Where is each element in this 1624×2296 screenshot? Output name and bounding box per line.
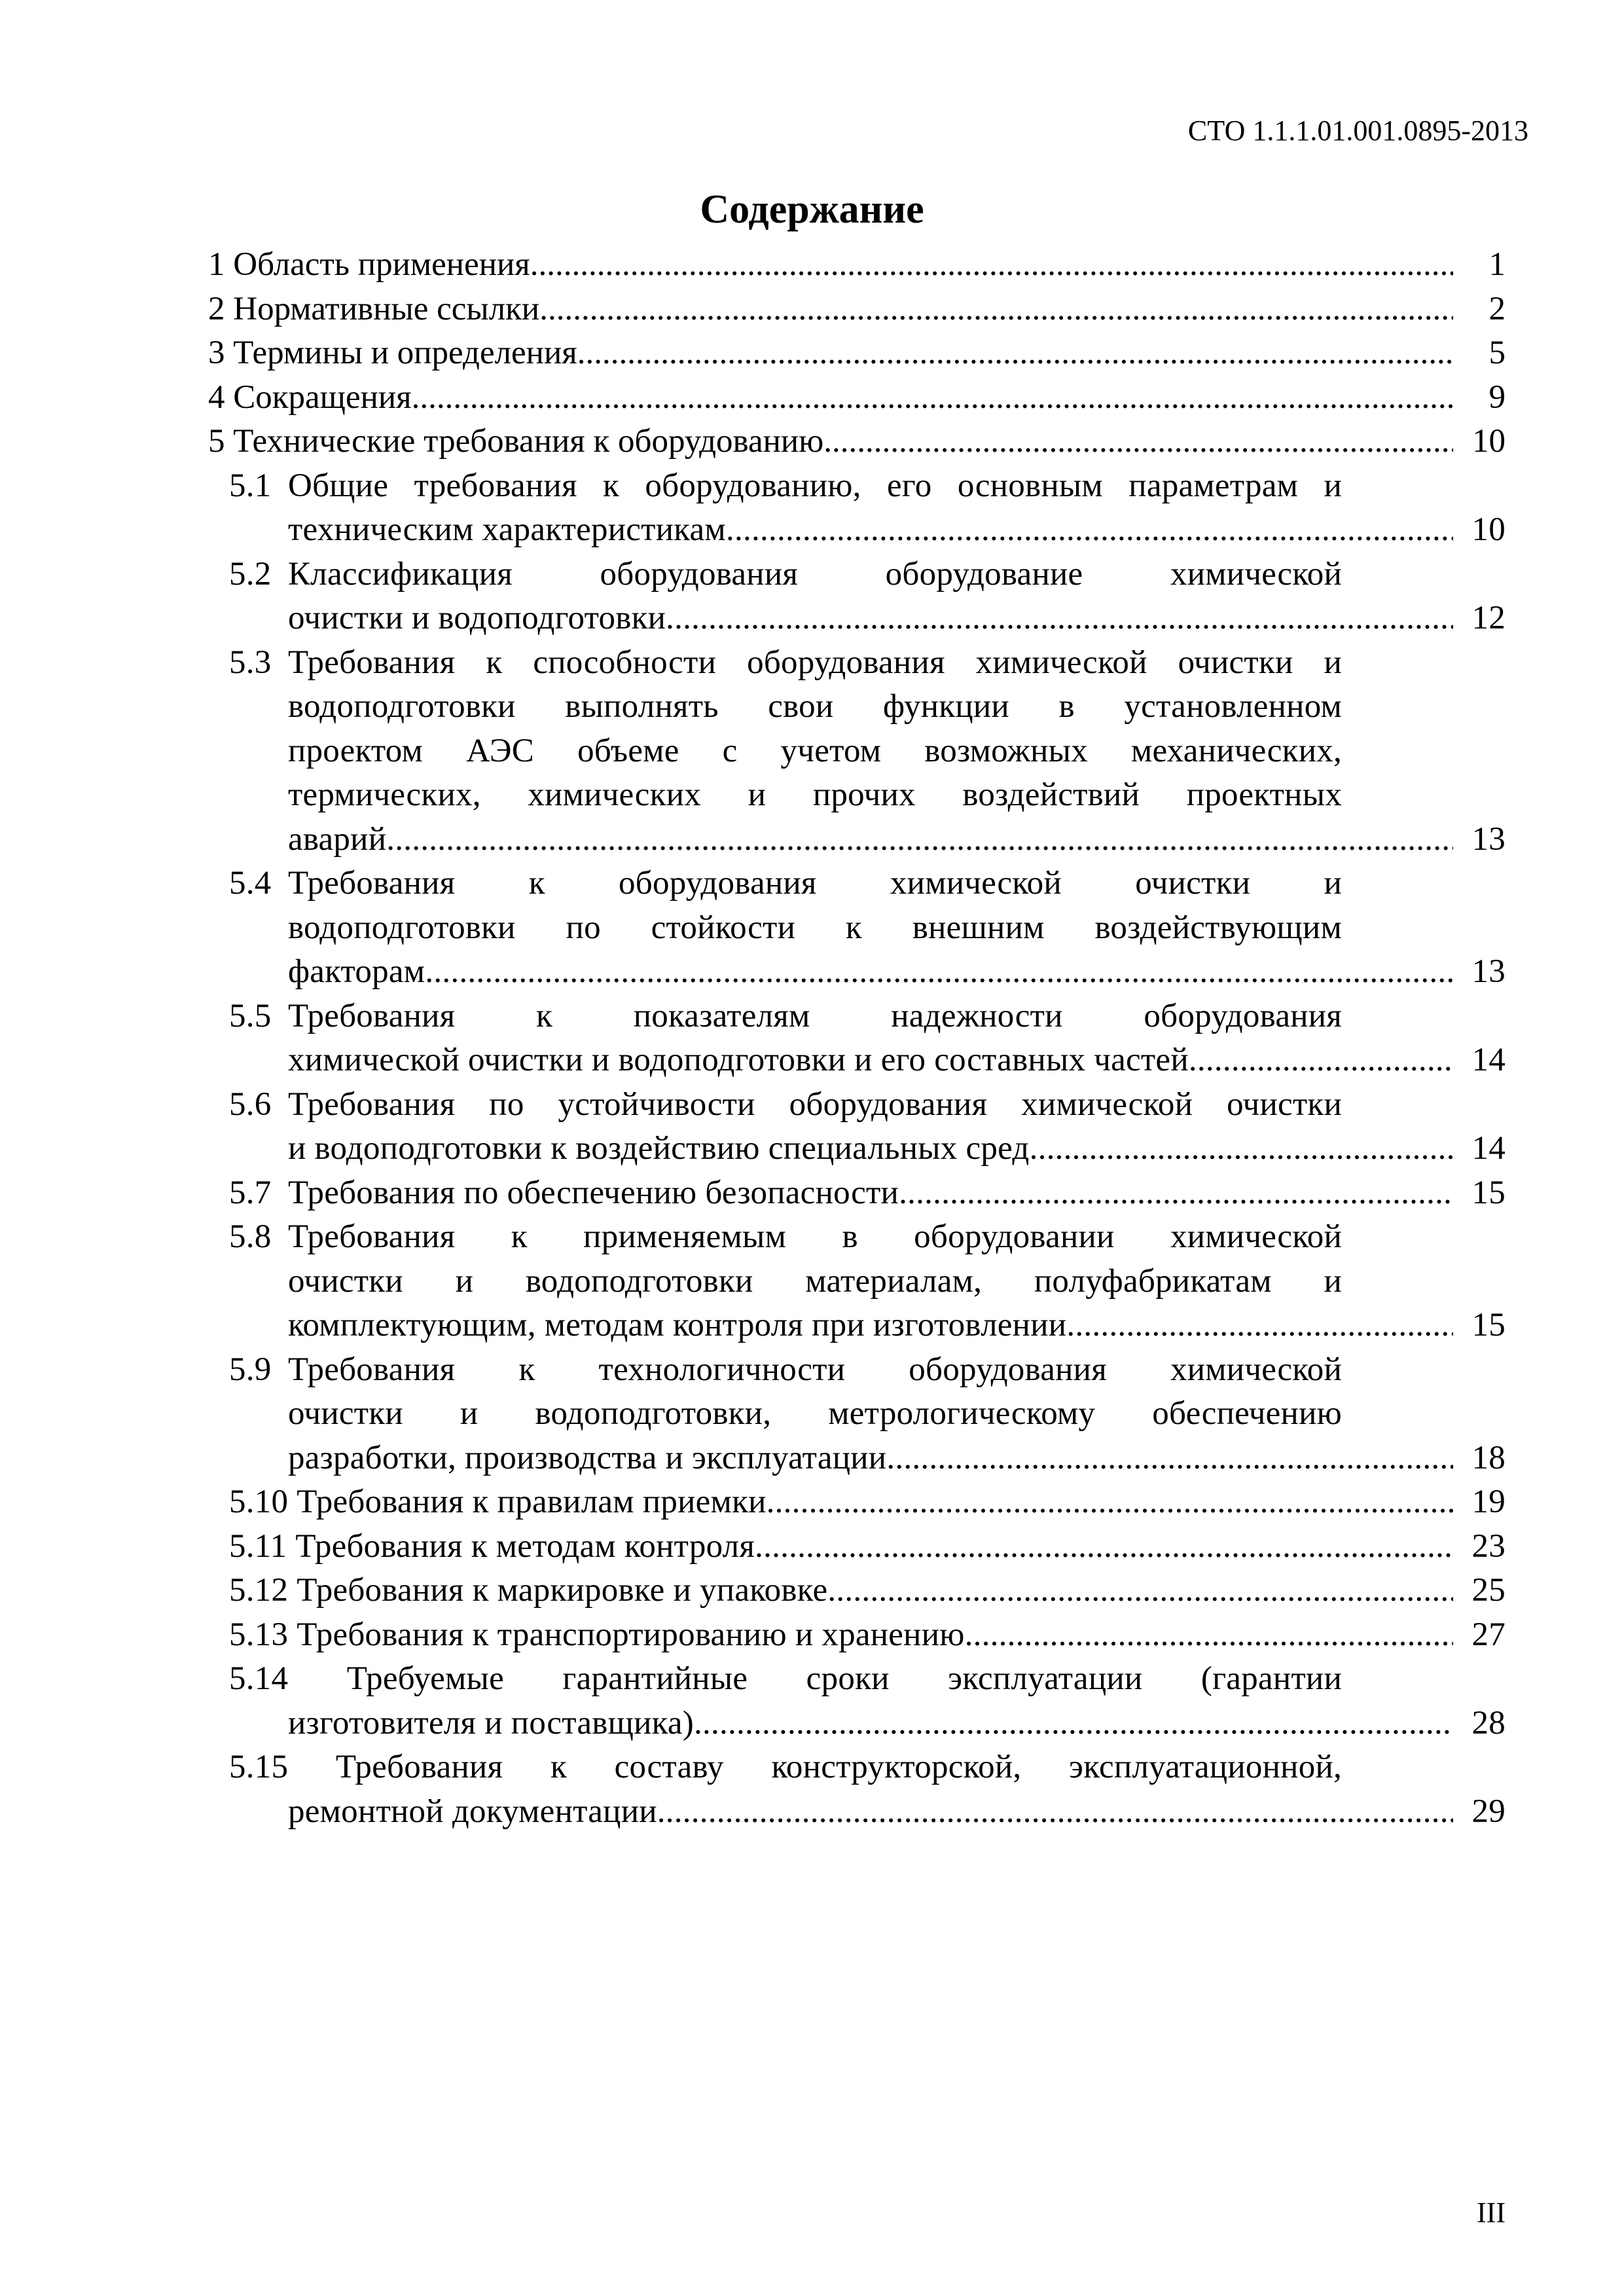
page-number: III <box>1477 2196 1506 2229</box>
toc-page-number: 19 <box>1471 1484 1506 1520</box>
dot-leader <box>886 1436 1453 1480</box>
toc-line <box>0 596 1624 640</box>
dot-leader <box>694 1701 1453 1745</box>
toc-line <box>0 1082 1624 1127</box>
toc-line <box>0 949 1624 994</box>
dot-leader <box>530 242 1453 287</box>
toc-page-number: 2 <box>1489 291 1506 327</box>
toc-entry-text: 2 Нормативные ссылки <box>208 291 540 327</box>
toc-line <box>0 331 1624 375</box>
toc-page-number: 18 <box>1471 1440 1506 1476</box>
toc-line <box>0 1038 1624 1082</box>
toc-page-number: 9 <box>1489 379 1506 416</box>
toc-line <box>0 1480 1624 1524</box>
toc-number: 5.7 <box>229 1175 272 1211</box>
toc-leader-line <box>208 375 1453 420</box>
toc-line <box>0 552 1624 596</box>
toc-number: 5.9 <box>229 1351 272 1388</box>
toc-line <box>0 994 1624 1038</box>
toc-entry-text: водоподготовки выполнять свои функции в установленном <box>288 688 1342 725</box>
toc-entry-text: Требования к показателям надежности оборудования <box>288 998 1342 1034</box>
toc-line <box>0 684 1624 729</box>
toc-entry-text: комплектующим, методам контроля при изготовлении <box>288 1307 1067 1343</box>
toc-line <box>0 1126 1624 1171</box>
toc-entry-text: 1 Область применения <box>208 246 530 283</box>
toc-line <box>0 640 1624 685</box>
toc-line <box>0 817 1624 862</box>
toc-line <box>0 419 1624 464</box>
dot-leader <box>755 1524 1453 1569</box>
toc-line <box>0 1745 1624 1789</box>
toc-page-number: 1 <box>1489 246 1506 283</box>
toc-number: 5.1 <box>229 467 272 504</box>
toc-entry-text: очистки и водоподготовки, метрологическому обеспечению <box>288 1395 1342 1432</box>
toc-leader-line <box>288 1038 1453 1082</box>
toc-page-number: 14 <box>1471 1130 1506 1167</box>
toc-leader-line <box>229 1568 1453 1613</box>
toc-entry-text: 5.13 Требования к транспортированию и хранению <box>229 1616 965 1653</box>
toc-page-number: 10 <box>1471 511 1506 548</box>
toc-line <box>0 1613 1624 1657</box>
toc-page-number: 27 <box>1471 1616 1506 1653</box>
toc-entry-text: проектом АЭС объеме с учетом возможных механических, <box>288 733 1342 769</box>
toc-entry-text: очистки и водоподготовки материалам, полуфабрикатам и <box>288 1263 1342 1300</box>
toc-entry-text: аварий <box>288 821 387 858</box>
toc-entry-text: Требования по обеспечению безопасности <box>288 1175 899 1211</box>
toc-line <box>0 1701 1624 1745</box>
toc-line <box>0 464 1624 508</box>
toc-entry-text: Требования по устойчивости оборудования химической очистки <box>288 1086 1342 1123</box>
toc-page-number: 12 <box>1471 600 1506 636</box>
toc-line <box>0 242 1624 287</box>
toc-line <box>0 729 1624 773</box>
toc-entry-text: 5.11 Требования к методам контроля <box>229 1528 755 1565</box>
dot-leader <box>827 1568 1453 1613</box>
toc-entry-text: 5 Технические требования к оборудованию <box>208 423 824 460</box>
toc-leader-line <box>208 287 1453 331</box>
toc-leader-line <box>288 817 1453 862</box>
dot-leader <box>412 375 1453 420</box>
toc-entry-text: Классификация оборудования оборудование химической <box>288 556 1342 592</box>
toc-line <box>0 1391 1624 1436</box>
toc-line <box>0 1347 1624 1392</box>
toc-entry-text: Требования к технологичности оборудования химической <box>288 1351 1342 1388</box>
toc-leader-line <box>288 1701 1453 1745</box>
toc-number: 5.6 <box>229 1086 272 1123</box>
toc-entry-text: 5.14 Требуемые гарантийные сроки эксплуатации (гарантии <box>229 1660 1342 1697</box>
toc-page-number: 13 <box>1471 821 1506 858</box>
toc-leader-line <box>208 331 1453 375</box>
toc-leader-line <box>229 1613 1453 1657</box>
dot-leader <box>726 507 1453 552</box>
toc-entry-text: 3 Термины и определения <box>208 335 577 371</box>
dot-leader <box>657 1789 1453 1834</box>
dot-leader <box>577 331 1453 375</box>
toc-entry-text: водоподготовки по стойкости к внешним воздействующим <box>288 909 1342 946</box>
toc-page-number: 10 <box>1472 423 1506 460</box>
toc-number: 5.2 <box>229 556 272 592</box>
toc-leader-line <box>229 1480 1453 1524</box>
toc-line <box>0 861 1624 905</box>
toc-page-number: 23 <box>1471 1528 1506 1565</box>
toc-line <box>0 1568 1624 1613</box>
toc-leader-line <box>229 1524 1453 1569</box>
toc-leader-line <box>288 596 1453 640</box>
toc-entry-text: химической очистки и водоподготовки и его составных частей <box>288 1042 1189 1078</box>
toc-entry-text: Общие требования к оборудованию, его основным параметрам и <box>288 467 1342 504</box>
dot-leader <box>539 287 1453 331</box>
toc-entry-text: Требования к способности оборудования химической очистки и <box>288 644 1342 681</box>
toc-line <box>0 1259 1624 1303</box>
toc-leader-line <box>288 1436 1453 1480</box>
toc-line <box>0 1656 1624 1701</box>
toc-page-number: 15 <box>1471 1307 1506 1343</box>
dot-leader <box>767 1480 1453 1524</box>
dot-leader <box>1030 1126 1453 1171</box>
toc-line <box>0 287 1624 331</box>
toc-page-number: 28 <box>1471 1705 1506 1741</box>
toc-number: 5.8 <box>229 1218 272 1255</box>
toc-line <box>0 1214 1624 1259</box>
toc-leader-line <box>288 507 1453 552</box>
toc-line <box>0 1303 1624 1347</box>
dot-leader <box>965 1613 1453 1657</box>
toc-entry-text: очистки и водоподготовки <box>288 600 666 636</box>
toc-line <box>0 1436 1624 1480</box>
toc-entry-text: термических, химических и прочих воздействий проектных <box>288 776 1342 813</box>
toc-line <box>0 375 1624 420</box>
dot-leader <box>425 949 1453 994</box>
dot-leader <box>1066 1303 1453 1347</box>
toc-line <box>0 905 1624 950</box>
toc-number: 5.3 <box>229 644 272 681</box>
toc-entry-text: ремонтной документации <box>288 1793 657 1830</box>
dot-leader <box>899 1171 1453 1215</box>
toc-entry-text: Требования к оборудования химической очистки и <box>288 865 1342 902</box>
toc-entry-text: разработки, производства и эксплуатации <box>288 1440 887 1476</box>
toc-page-number: 29 <box>1471 1793 1506 1830</box>
toc-entry-text: факторам <box>288 953 425 990</box>
toc-page-number: 13 <box>1471 953 1506 990</box>
toc-leader-line <box>208 419 1453 464</box>
toc-entry-text: 5.12 Требования к маркировке и упаковке <box>229 1572 828 1609</box>
toc-entry-text: 5.10 Требования к правилам приемки <box>229 1484 767 1520</box>
toc-number: 5.4 <box>229 865 272 902</box>
toc-leader-line <box>288 949 1453 994</box>
toc-leader-line <box>288 1789 1453 1834</box>
toc-entry-text: Требования к применяемым в оборудовании химической <box>288 1218 1342 1255</box>
toc-entry-text: изготовителя и поставщика) <box>288 1705 695 1741</box>
page-title: Содержание <box>700 187 924 232</box>
toc-entry-text: техническим характеристикам <box>288 511 726 548</box>
dot-leader <box>1189 1038 1453 1082</box>
document-code: СТО 1.1.1.01.001.0895-2013 <box>1187 115 1528 147</box>
toc-page-number: 15 <box>1471 1175 1506 1211</box>
toc-leader-line <box>288 1303 1453 1347</box>
toc-line <box>0 773 1624 817</box>
toc-page-number: 14 <box>1471 1042 1506 1078</box>
toc-line <box>0 507 1624 552</box>
toc-line <box>0 1789 1624 1834</box>
toc-leader-line <box>208 242 1453 287</box>
dot-leader <box>386 817 1453 862</box>
toc-number: 5.5 <box>229 998 272 1034</box>
toc-entry-text: 5.15 Требования к составу конструкторской, эксплуатационной, <box>229 1749 1342 1785</box>
toc-entry-text: и водоподготовки к воздействию специальных сред <box>288 1130 1030 1167</box>
dot-leader <box>666 596 1453 640</box>
toc-leader-line <box>288 1171 1453 1215</box>
toc-page-number: 5 <box>1489 335 1506 371</box>
toc-line <box>0 1524 1624 1569</box>
toc-entry-text: 4 Сокращения <box>208 379 412 416</box>
toc-line <box>0 1171 1624 1215</box>
toc-page-number: 25 <box>1471 1572 1506 1609</box>
toc-leader-line <box>288 1126 1453 1171</box>
dot-leader <box>823 419 1453 464</box>
